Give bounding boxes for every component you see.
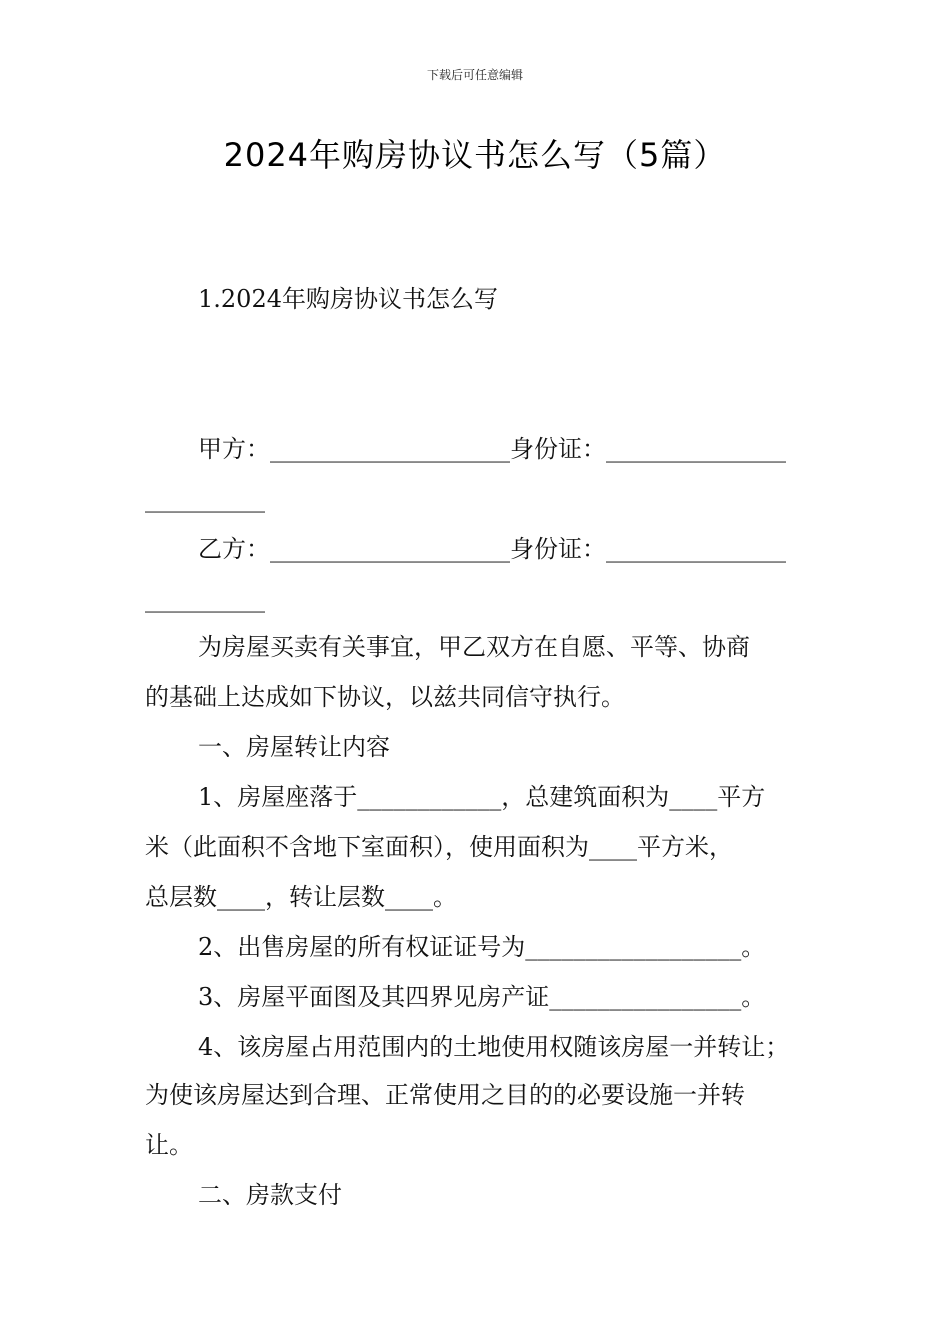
party-b-line-cont: __________ [145, 585, 265, 613]
item1-line: 米（此面积不含地下室面积），使用面积为____平方米， [145, 833, 733, 861]
section-heading: 1.2024年购房协议书怎么写 [198, 285, 498, 313]
party-a-line: 甲方：____________________身份证：_______________ [198, 435, 786, 463]
item1-line: 1、房屋座落于____________，总建筑面积为____平方 [198, 783, 766, 811]
part2-heading: 二、房款支付 [198, 1181, 342, 1209]
page-title: 2024年购房协议书怎么写（5篇） [223, 136, 727, 174]
item4-line: 4、该房屋占用范围内的土地使用权随该房屋一并转让； [198, 1033, 790, 1061]
intro-paragraph-line: 的基础上达成如下协议，以兹共同信守执行。 [145, 683, 625, 711]
header-note: 下载后可任意编辑 [426, 68, 523, 82]
party-a-line-cont: __________ [145, 485, 265, 513]
item3-line: 3、房屋平面图及其四界见房产证________________。 [198, 983, 766, 1011]
item1-line: 总层数____，转让层数____。 [145, 883, 457, 911]
item4-line: 为使该房屋达到合理、正常使用之目的的必要设施一并转 [145, 1081, 745, 1109]
party-b-line: 乙方：____________________身份证：_______________ [198, 535, 786, 563]
item2-line: 2、出售房屋的所有权证证号为__________________。 [198, 933, 766, 961]
part1-heading: 一、房屋转让内容 [198, 733, 390, 761]
item4-line: 让。 [145, 1131, 193, 1159]
intro-paragraph-line: 为房屋买卖有关事宜，甲乙双方在自愿、平等、协商 [198, 633, 750, 661]
